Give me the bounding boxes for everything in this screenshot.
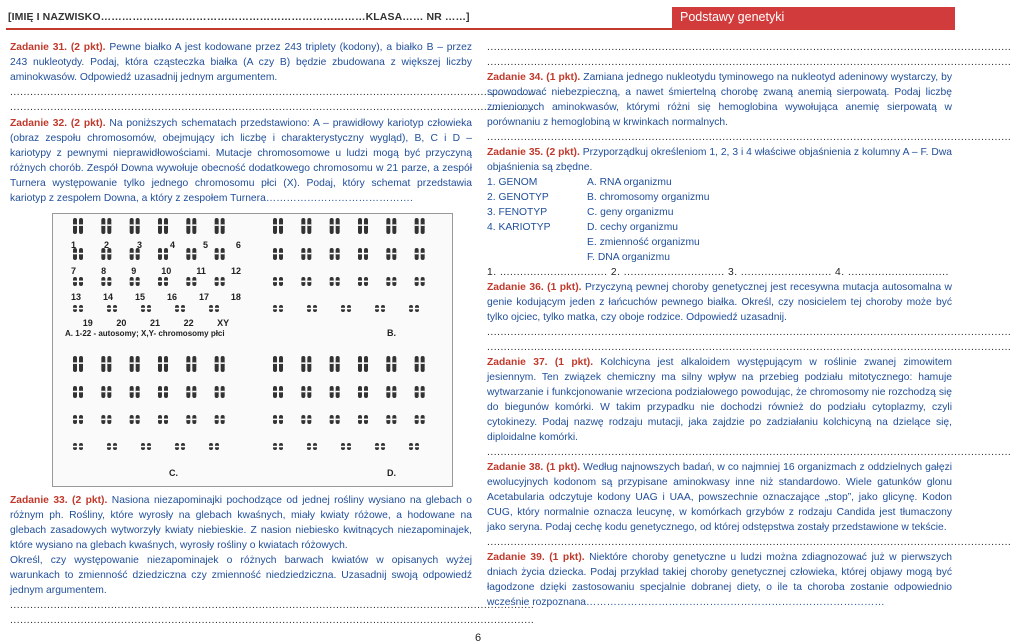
chromosome-band <box>358 224 362 226</box>
chromosome <box>364 218 368 234</box>
q34-text: Zamiana jednego nukleotydu tyminowego na nukleotyd adeninowy wystarczy, by spowodować niebezpieczną, a nawet śmiertelną chorobę zwaną anemią sierpowatą. Podaj liczbę zmienionych aminokwasów, którymi różni się hemoglobina wywołująca anemię sierpowatą w porównaniu z hemoglobiną w krwinkach normalnych. <box>487 72 953 128</box>
chromosome-band <box>209 446 213 448</box>
chromosome-band <box>273 281 277 283</box>
karyotype-b-label: B. <box>387 328 396 338</box>
term-empty <box>487 235 587 250</box>
chromosome-band <box>215 362 219 364</box>
chromosome-band <box>186 391 190 393</box>
chromosome-band <box>307 253 311 255</box>
term-empty <box>487 250 587 265</box>
chromosome-band <box>347 446 351 448</box>
chromosome <box>273 356 277 372</box>
q37-answer-line[interactable]: ............................................................................................................................................................ <box>487 447 1011 458</box>
chromosome-band <box>330 391 334 393</box>
chromosome-band <box>130 362 134 364</box>
q33-text-2: Określ, czy występowanie niezapominajek o różnych barwach kwiatów w opisanych wyżej warunkach to zmienność dziedziczna czy zmienność niedziedziczna. Uzasadnij swoją odpowiedź jednym argumentem. <box>10 555 472 596</box>
chromosome-band <box>386 391 390 393</box>
chromosome-band <box>301 362 305 364</box>
chromosome-band <box>392 253 396 255</box>
chromosome-band <box>421 224 425 226</box>
chromosome-band <box>301 253 305 255</box>
chromosome-band <box>301 224 305 226</box>
q37-label: Zadanie 37. (1 pkt). <box>487 357 594 368</box>
chromosome-band <box>364 419 368 421</box>
row-nums-1 <box>71 238 241 253</box>
q31-answer-line-1[interactable]: ............................................................................................................................................................ <box>10 87 535 98</box>
chromosome-band <box>421 253 425 255</box>
q34-answer-line[interactable]: ............................................................................................................................................................ <box>487 132 1011 143</box>
q38-text: Według najnowszych badań, w co najmniej 16 organizmach z oddzielnych gałęzi ewolucyjnych kodonom są przypisane aminokwasy inne niż standardowo. Wiele gatunków glonu Acetabularia odczytuje kodony UAG i UAA, powszechnie oznaczające „stop”, jako glicynę. Kodon CUG, który normalnie oznacza leucynę, w komórkach grzybów z rodzaju Candida jest tłumaczony jako seryna. Podaj cechę kodu genetycznego, od której odstępstwa zostały przedstawione w tekście. <box>487 462 953 533</box>
karyotype-figure <box>52 213 453 487</box>
chromosome-band <box>164 391 168 393</box>
chromosome <box>421 218 425 234</box>
chromosome-band <box>386 419 390 421</box>
chromosome <box>130 356 134 372</box>
chromosome-band <box>273 362 277 364</box>
chromosome <box>415 356 419 372</box>
chromosome-band <box>336 253 340 255</box>
q33-text-1: Nasiona niezapominajki pochodzące od jednej rośliny wysiano na glebach o różnym ph. Rośliny, które wyrosły na glebach kwaśnych, miały kwiaty różowe, a hodowane na glebach zasadowych wytworzyły kwiaty niebieskie. Z nasion niebiesko kwitnących niezapominajek, które wysiano na glebach kwaśnych, wyrosły rośliny o kwiatach różowych. <box>10 495 472 551</box>
chromosome-band <box>130 391 134 393</box>
chromosome-band <box>215 419 219 421</box>
karyotype-d-chromosomes <box>273 356 425 450</box>
chromosome <box>386 218 390 234</box>
karyotype-d-label: D. <box>387 468 396 478</box>
chromosome-band <box>381 308 385 310</box>
chromosome-band <box>279 308 283 310</box>
def-f: F. DNA organizmu <box>587 252 670 263</box>
chrom-num: 1 <box>71 240 77 250</box>
chromosome-band <box>307 391 311 393</box>
chromosome-band <box>386 281 390 283</box>
chromosome <box>421 356 425 372</box>
chromosome-band <box>164 419 168 421</box>
chromosome-band <box>175 446 179 448</box>
chrom-num: 18 <box>230 292 241 302</box>
chromosome <box>73 356 77 372</box>
chromosome <box>307 356 311 372</box>
chromosome-band <box>215 391 219 393</box>
chromosome <box>307 218 311 234</box>
question-35 <box>487 145 952 175</box>
karyotype-c-chromosomes <box>73 356 225 450</box>
chromosome <box>386 356 390 372</box>
chromosome-band <box>192 391 196 393</box>
karyotype-a-caption: A. 1-22 - autosomy; X,Y- chromosomy płci <box>65 329 225 338</box>
chromosome-band <box>273 391 277 393</box>
chromosome-band <box>307 446 311 448</box>
chromosome-band <box>415 419 419 421</box>
chromosome <box>364 356 368 372</box>
chrom-num: 8 <box>101 266 107 276</box>
chromosome-band <box>358 281 362 283</box>
chromosome-band <box>79 391 83 393</box>
chromosome-band <box>415 281 419 283</box>
chromosome-band <box>358 362 362 364</box>
chromosome-band <box>158 419 162 421</box>
chromosome-band <box>307 419 311 421</box>
chromosome <box>164 356 168 372</box>
chromosome-band <box>386 224 390 226</box>
chromosome-band <box>279 446 283 448</box>
chromosome-band <box>130 419 134 421</box>
q36-answer-line-1[interactable]: ............................................................................................................................................................ <box>487 327 1011 338</box>
chromosome-band <box>113 446 117 448</box>
q32-text-1: Na poniższych schematach przedstawiono: A – prawidłowy kariotyp człowieka (obraz zespołu chromosomów, obejmujący ich liczbę i charakterystyczny wygląd), B, C i D – kariotypy z pewnymi nieprawidłowościami. <box>10 118 473 159</box>
q33-label: Zadanie 33. (2 pkt). <box>10 495 108 506</box>
chrom-num: 21 <box>149 318 160 328</box>
karyotype-b-chromosomes <box>273 218 425 312</box>
chrom-num: 17 <box>198 292 209 302</box>
chrom-num: 14 <box>102 292 113 302</box>
chromosome <box>192 356 196 372</box>
def-c: C. geny organizmu <box>587 207 674 218</box>
chromosome-band <box>392 362 396 364</box>
question-37 <box>487 355 952 445</box>
chromosome-band <box>158 391 162 393</box>
chromosome <box>279 356 283 372</box>
chromosome-band <box>415 362 419 364</box>
chromosome-band <box>136 362 140 364</box>
chromosome <box>392 356 396 372</box>
def-a: A. RNA organizmu <box>587 177 672 188</box>
chromosome-band <box>158 362 162 364</box>
chromosome <box>221 356 225 372</box>
def-d: D. cechy organizmu <box>587 222 678 233</box>
chromosome-band <box>301 281 305 283</box>
chromosome-band <box>73 446 77 448</box>
chromosome <box>215 356 219 372</box>
chrom-num: 5 <box>202 240 208 250</box>
karyotype-a-numbers <box>53 214 253 339</box>
chromosome-band <box>141 446 145 448</box>
term-fenotyp: 3. FENOTYP <box>487 207 548 218</box>
chrom-num: 7 <box>71 266 77 276</box>
chromosome-band <box>364 362 368 364</box>
chrom-num: 11 <box>196 266 206 276</box>
question-31 <box>10 40 472 85</box>
q39-text: Niektóre choroby genetyczne u ludzi można zdiagnozować już w pierwszych dniach życia dziecka. Podaj przykład takiej choroby genetycznej człowieka, której objawy mogą być łagodzone dzięki zastosowaniu specjalnie dobranej diety, o ile ta choroba zostanie odpowiednio wcześnie rozpoznana…………………………………………………………………………… <box>487 552 952 608</box>
row-nums-2 <box>71 264 241 279</box>
chrom-num: 4 <box>169 240 175 250</box>
q36-answer-line-2[interactable]: ............................................................................................................................................................ <box>487 342 1011 353</box>
question-33 <box>10 493 472 553</box>
q35-label: Zadanie 35. (2 pkt). <box>487 147 580 158</box>
chromosome <box>107 356 111 372</box>
chromosome-band <box>364 391 368 393</box>
chrom-num: 20 <box>116 318 127 328</box>
chromosome <box>101 356 105 372</box>
chromosome-band <box>107 362 111 364</box>
chromosome-band <box>415 446 419 448</box>
chromosome-band <box>415 308 419 310</box>
chromosome-band <box>358 253 362 255</box>
chromosome-band <box>330 253 334 255</box>
chromosome <box>358 218 362 234</box>
question-34 <box>487 70 952 130</box>
chromosome <box>79 356 83 372</box>
chromosome-band <box>364 224 368 226</box>
chrom-num: XY <box>217 318 230 328</box>
chromosome <box>336 356 340 372</box>
chromosome-band <box>330 224 334 226</box>
q34-label: Zadanie 34. (1 pkt). <box>487 72 581 83</box>
chromosome-band <box>186 419 190 421</box>
chrom-num: 6 <box>235 240 241 250</box>
chromosome-band <box>273 419 277 421</box>
chromosome-band <box>392 419 396 421</box>
chromosome-band <box>409 308 413 310</box>
chromosome-band <box>386 253 390 255</box>
chromosome-band <box>392 224 396 226</box>
chromosome-band <box>73 419 77 421</box>
chromosome-band <box>415 253 419 255</box>
chromosome-band <box>279 419 283 421</box>
chromosome-band <box>107 391 111 393</box>
chromosome-band <box>279 362 283 364</box>
chromosome <box>186 356 190 372</box>
chromosome-band <box>364 253 368 255</box>
chromosome-band <box>101 391 105 393</box>
chromosome-band <box>221 362 225 364</box>
row-nums-3 <box>71 290 241 305</box>
chromosome-band <box>301 419 305 421</box>
chromosome-band <box>79 419 83 421</box>
chromosome-band <box>392 391 396 393</box>
chromosome-band <box>136 391 140 393</box>
chromosome-band <box>409 446 413 448</box>
chrom-num: 16 <box>166 292 177 302</box>
chromosome-band <box>336 224 340 226</box>
page-header <box>6 4 955 30</box>
q32-text-2: Mutacje chromosomowe u ludzi mogą być przyczyną różnych chorób. Zespół Downa wywołuje obecność dodatkowego chromosomu w 21 parze, a zespół Turnera występowanie tylko jednego chromosomu płci (X). Podaj, który schemat przedstawia kariotyp z zespołem Downa, a który z zespołem Turnera……………………………………. <box>10 148 473 204</box>
chromosome-band <box>307 362 311 364</box>
chromosome-band <box>347 308 351 310</box>
chromosome-band <box>279 391 283 393</box>
chromosome-band <box>301 391 305 393</box>
chrom-num: 10 <box>161 266 172 276</box>
chromosome-band <box>313 446 317 448</box>
chromosome <box>301 218 305 234</box>
q33-answer-line-1[interactable]: ............................................................................................................................................................ <box>10 600 535 611</box>
q35-text: Przyporządkuj określeniom 1, 2, 3 i 4 właściwe objaśnienia z kolumny A – F. Dwa objaśnienia są zbędne. <box>487 147 952 173</box>
chrom-num: 3 <box>136 240 142 250</box>
question-39 <box>487 550 952 610</box>
chromosome-band <box>273 446 277 448</box>
chromosome-band <box>415 391 419 393</box>
chromosome-band <box>386 362 390 364</box>
chromosome-band <box>392 281 396 283</box>
chromosome-band <box>73 391 77 393</box>
chromosome-band <box>307 281 311 283</box>
chrom-num: 22 <box>183 318 194 328</box>
q31-text: Pewne białko A jest kodowane przez 243 triplety (kodony), a białko B – przez 243 nukleotydy. Podaj, która cząsteczka białka (A czy B) będzie zbudowana z większej liczby aminokwasów. Odpowiedź uzasadnij jednym argumentem. <box>10 42 472 83</box>
chromosome-band <box>192 362 196 364</box>
chromosome-band <box>421 281 425 283</box>
q37-text: Kolchicyna jest alkaloidem występującym w roślinie zwanej zimowitem jesiennym. Ten związek chemiczny ma silny wpływ na przebieg podziału mitotycznego: hamuje wytwarzanie i funkcjonowanie wrzeciona podziałowego powodując, że chromosomy nie rozchodzą się do biegunów komórki. W takim przypadku nie dochodzi również do podziału cytoplazmy, czyli cytokinezy. Podaj nazwę rodzaju mutacji, jaka zajdzie po zadziałaniu kolchicyną na dzielące się, diploidalne komórki. <box>487 357 953 443</box>
chrom-num: 13 <box>71 292 82 302</box>
chromosome <box>358 356 362 372</box>
chromosome-band <box>101 419 105 421</box>
chromosome-band <box>364 281 368 283</box>
q31-answer-line-2[interactable]: ............................................................................................................................................................ <box>10 102 535 113</box>
chromosome-band <box>381 446 385 448</box>
q38-label: Zadanie 38. (1 pkt). <box>487 462 581 473</box>
chromosome-band <box>375 308 379 310</box>
chromosome <box>330 218 334 234</box>
chromosome-band <box>279 253 283 255</box>
chromosome-band <box>358 391 362 393</box>
chromosome <box>273 218 277 234</box>
chromosome-band <box>330 362 334 364</box>
chromosome-band <box>273 253 277 255</box>
q38-answer-line[interactable]: ............................................................................................................................................................ <box>487 537 1011 548</box>
q32-label: Zadanie 32. (2 pkt). <box>10 118 106 129</box>
karyotype-c-label: C. <box>169 468 178 478</box>
chromosome-band <box>79 362 83 364</box>
chromosome-band <box>221 419 225 421</box>
chromosome-band <box>181 446 185 448</box>
student-name-line[interactable]: [IMIĘ I NAZWISKO…………………………………………………………………KLASA…… NR ……] <box>8 11 470 23</box>
chromosome-band <box>273 308 277 310</box>
q36-text: Przyczyną pewnej choroby genetycznej jest recesywna mutacja autosomalna w genie kodującym jeden z łańcuchów pewnego białka. Określ, czy nosicielem tej choroby może być tylko ojciec, tylko matka, czy oboje rodzice. Odpowiedź uzasadnij. <box>487 282 952 323</box>
chrom-num: 9 <box>131 266 137 276</box>
q36-label: Zadanie 36. (1 pkt). <box>487 282 582 293</box>
chromosome <box>336 218 340 234</box>
def-b: B. chromosomy organizmu <box>587 192 710 203</box>
chromosome-band <box>421 419 425 421</box>
chrom-num: 19 <box>82 318 93 328</box>
chromosome-band <box>341 446 345 448</box>
chromosome-band <box>421 391 425 393</box>
chromosome <box>301 356 305 372</box>
chromosome-band <box>273 224 277 226</box>
chromosome-band <box>107 446 111 448</box>
chromosome-band <box>336 391 340 393</box>
chromosome <box>136 356 140 372</box>
right-column <box>487 40 1011 610</box>
chromosome-band <box>415 224 419 226</box>
chromosome <box>415 218 419 234</box>
question-32 <box>10 116 472 206</box>
q35-answer-line[interactable]: 1. ................................ 2. .............................. 3. ........................... 4. .............................. <box>487 267 949 278</box>
chromosome-band <box>336 281 340 283</box>
chromosome-band <box>79 446 83 448</box>
chromosome-band <box>192 419 196 421</box>
chromosome-band <box>375 446 379 448</box>
question-38 <box>487 460 952 535</box>
q31-label: Zadanie 31. (2 pkt). <box>10 42 106 53</box>
chromosome-band <box>336 419 340 421</box>
subject-tag: Podstawy genetyki <box>672 7 955 30</box>
chromosome-band <box>330 419 334 421</box>
chromosome-band <box>164 362 168 364</box>
term-kariotyp: 4. KARIOTYP <box>487 222 551 233</box>
chromosome <box>279 218 283 234</box>
chrom-num: 15 <box>134 292 145 302</box>
q39-label: Zadanie 39. (1 pkt). <box>487 552 585 563</box>
chromosome-band <box>136 419 140 421</box>
chromosome-band <box>341 308 345 310</box>
chromosome-band <box>336 362 340 364</box>
chromosome-band <box>73 362 77 364</box>
chrom-num: 12 <box>230 266 241 276</box>
chromosome-band <box>330 281 334 283</box>
question-36 <box>487 280 952 325</box>
continuation-line-1[interactable]: ............................................................................................................................................................ <box>487 42 1011 53</box>
matching-table <box>487 175 952 265</box>
chromosome-band <box>186 362 190 364</box>
chromosome-band <box>358 419 362 421</box>
chromosome-band <box>307 308 311 310</box>
continuation-line-2[interactable]: ............................................................................................................................................................ <box>487 57 1011 68</box>
chromosome-band <box>215 446 219 448</box>
chromosome-band <box>107 419 111 421</box>
chrom-num: 2 <box>103 240 109 250</box>
chromosome-band <box>101 362 105 364</box>
chromosome-band <box>221 391 225 393</box>
chromosome-band <box>147 446 151 448</box>
chromosome-band <box>307 224 311 226</box>
chromosome <box>392 218 396 234</box>
chromosome-band <box>279 224 283 226</box>
chromosome-band <box>279 281 283 283</box>
q33-answer-line-2[interactable]: ............................................................................................................................................................ <box>10 615 535 626</box>
chromosome <box>330 356 334 372</box>
term-genotyp: 2. GENOTYP <box>487 192 549 203</box>
term-genom: 1. GENOM <box>487 177 538 188</box>
chromosome <box>158 356 162 372</box>
def-e: E. zmienność organizmu <box>587 237 700 248</box>
chromosome-band <box>421 362 425 364</box>
page-number: 6 <box>475 632 482 644</box>
chromosome-band <box>313 308 317 310</box>
